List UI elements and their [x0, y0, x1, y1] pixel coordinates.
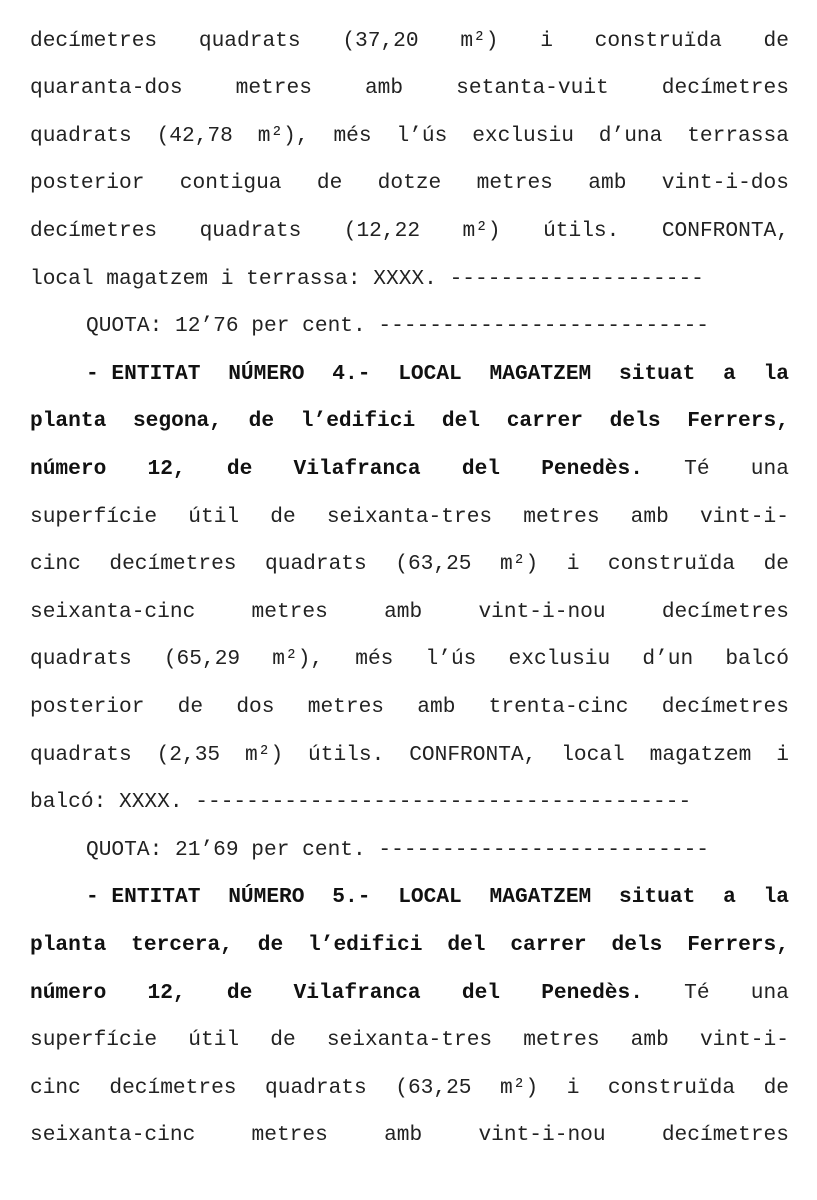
word: quadrats	[198, 29, 301, 53]
word: de	[763, 552, 789, 576]
word: de	[763, 29, 789, 53]
text-line	[30, 1073, 789, 1103]
word: - ENTITAT	[86, 362, 201, 386]
word: del	[461, 457, 501, 481]
line-text: QUOTA: 12’76 per cent. --------------------------	[86, 314, 710, 338]
word: decímetres	[661, 600, 789, 624]
word: decímetres	[30, 29, 158, 53]
text-line	[30, 692, 789, 722]
word: amb	[630, 505, 669, 529]
word: amb	[630, 1028, 669, 1052]
word: tercera,	[131, 933, 233, 957]
word: dotze	[377, 171, 442, 195]
word: útil	[188, 1028, 240, 1052]
word: m²)	[462, 219, 501, 243]
word: m²)	[245, 743, 284, 767]
word: Ferrers,	[687, 409, 789, 433]
word: més	[333, 124, 372, 148]
text-line	[30, 787, 789, 817]
word: carrer	[506, 409, 583, 433]
word: vint-i-	[699, 505, 789, 529]
entity-heading-line	[30, 930, 789, 960]
line-text: QUOTA: 21’69 per cent. --------------------------	[86, 838, 710, 862]
word: m²),	[257, 124, 309, 148]
word: metres	[251, 1123, 328, 1147]
word: quadrats	[265, 1076, 367, 1100]
word: i	[776, 743, 789, 767]
word: (63,25	[395, 1076, 472, 1100]
word: metres	[523, 1028, 600, 1052]
word: quaranta-dos	[30, 76, 183, 100]
word: seixanta-cinc	[30, 1123, 196, 1147]
word: l’edifici	[300, 409, 416, 433]
word: balcó	[725, 647, 789, 671]
word: útils.	[543, 219, 620, 243]
word: quadrats	[30, 124, 132, 148]
text-line	[30, 26, 789, 56]
word: una	[750, 981, 789, 1005]
word: carrer	[510, 933, 587, 957]
word: del	[461, 981, 501, 1005]
text-line	[30, 121, 789, 151]
word: d’un	[642, 647, 694, 671]
word: posterior	[30, 695, 145, 719]
quota-line	[86, 311, 789, 341]
word: metres	[307, 695, 385, 719]
word: útils.	[308, 743, 385, 767]
word: magatzem	[649, 743, 752, 767]
text-line	[30, 216, 789, 246]
word: LOCAL	[398, 362, 462, 386]
word: Vilafranca	[293, 457, 421, 481]
word: LOCAL	[398, 885, 462, 909]
word: Penedès.	[541, 457, 643, 481]
word: NÚMERO	[228, 885, 305, 909]
word: més	[355, 647, 394, 671]
word: vint-i-	[699, 1028, 789, 1052]
word: de	[257, 933, 284, 957]
entity-heading-line	[30, 454, 789, 484]
word: l’edifici	[308, 933, 423, 957]
word: decímetres	[661, 76, 789, 100]
word: construïda	[594, 29, 722, 53]
word: (2,35	[156, 743, 221, 767]
word: NÚMERO	[228, 362, 305, 386]
word: Té	[684, 981, 710, 1005]
text-line	[30, 740, 789, 770]
word: construïda	[607, 552, 736, 576]
word: 12,	[147, 457, 186, 481]
word: MAGATZEM	[489, 362, 592, 386]
word: amb	[417, 695, 456, 719]
word: i	[566, 552, 580, 576]
word: posterior	[30, 171, 145, 195]
word: vint-i-dos	[661, 171, 789, 195]
word: de	[270, 1028, 296, 1052]
word: CONFRONTA,	[661, 219, 789, 243]
word: vint-i-nou	[478, 1123, 606, 1147]
entity-heading-line	[86, 882, 789, 912]
word: MAGATZEM	[489, 885, 592, 909]
word: dos	[236, 695, 275, 719]
word: Penedès.	[541, 981, 643, 1005]
word: exclusiu	[472, 124, 574, 148]
word: d’una	[598, 124, 663, 148]
word: una	[750, 457, 789, 481]
word: superfície	[30, 1028, 158, 1052]
text-line	[30, 1025, 789, 1055]
word: planta	[30, 409, 107, 433]
word: 12,	[147, 981, 186, 1005]
word: i	[566, 1076, 580, 1100]
word: amb	[384, 1123, 423, 1147]
word: de	[226, 457, 253, 481]
word: local	[561, 743, 625, 767]
word: i	[540, 29, 553, 53]
word: dels	[609, 409, 661, 433]
word: Té	[684, 457, 710, 481]
word: del	[447, 933, 486, 957]
word: la	[763, 885, 789, 909]
line-text: local magatzem i terrassa: XXXX. --------------------	[30, 267, 704, 291]
text-line	[30, 1120, 789, 1150]
text-line	[30, 644, 789, 674]
word: (12,22	[343, 219, 421, 243]
word: Vilafranca	[293, 981, 421, 1005]
word: a	[723, 362, 736, 386]
word: vint-i-nou	[478, 600, 606, 624]
word: decímetres	[661, 695, 789, 719]
word: (63,25	[395, 552, 472, 576]
word: amb	[384, 600, 423, 624]
word: del	[441, 409, 481, 433]
word: metres	[251, 600, 328, 624]
word: metres	[523, 505, 600, 529]
word: dels	[611, 933, 663, 957]
word: decímetres	[109, 552, 237, 576]
word: decímetres	[109, 1076, 237, 1100]
word: construïda	[607, 1076, 736, 1100]
word: l’ús	[396, 124, 448, 148]
word: (37,20	[342, 29, 419, 53]
word: m²)	[500, 552, 539, 576]
text-line	[30, 264, 789, 294]
word: segona,	[132, 409, 222, 433]
word: m²)	[500, 1076, 539, 1100]
word: número	[30, 981, 107, 1005]
word: metres	[235, 76, 312, 100]
text-line	[30, 549, 789, 579]
word: amb	[364, 76, 404, 100]
word: de	[177, 695, 204, 719]
word: l’ús	[425, 647, 477, 671]
word: quadrats	[30, 647, 132, 671]
word: setanta-vuit	[456, 76, 609, 100]
word: decímetres	[661, 1123, 789, 1147]
text-line	[30, 73, 789, 103]
line-text: balcó: XXXX. ---------------------------------------	[30, 790, 692, 814]
word: de	[270, 505, 296, 529]
word: metres	[476, 171, 553, 195]
word: - ENTITAT	[86, 885, 201, 909]
word: de	[316, 171, 343, 195]
word: m²),	[272, 647, 324, 671]
word: situat	[619, 885, 696, 909]
word: cinc	[30, 1076, 81, 1100]
word: amb	[588, 171, 627, 195]
entity-heading-line	[30, 406, 789, 436]
text-line	[30, 502, 789, 532]
word: 5.-	[332, 885, 371, 909]
word: la	[763, 362, 789, 386]
entity-heading-line	[30, 978, 789, 1008]
word: exclusiu	[508, 647, 611, 671]
word: quadrats	[265, 552, 367, 576]
word: superfície	[30, 505, 158, 529]
word: quadrats	[30, 743, 132, 767]
word: (65,29	[163, 647, 241, 671]
word: Ferrers,	[687, 933, 789, 957]
word: de	[248, 409, 275, 433]
word: decímetres	[30, 219, 158, 243]
word: m²)	[460, 29, 499, 53]
word: terrassa	[687, 124, 789, 148]
word: a	[723, 885, 736, 909]
word: CONFRONTA,	[409, 743, 537, 767]
word: útil	[188, 505, 240, 529]
text-line	[30, 168, 789, 198]
word: 4.-	[332, 362, 371, 386]
word: quadrats	[199, 219, 302, 243]
word: seixanta-tres	[326, 1028, 493, 1052]
word: trenta-cinc	[488, 695, 629, 719]
word: situat	[619, 362, 696, 386]
word: contigua	[179, 171, 282, 195]
entity-heading-line	[86, 359, 789, 389]
word: seixanta-cinc	[30, 600, 196, 624]
word: planta	[30, 933, 107, 957]
quota-line	[86, 835, 789, 865]
word: cinc	[30, 552, 81, 576]
text-line	[30, 597, 789, 627]
word: de	[226, 981, 253, 1005]
word: de	[763, 1076, 789, 1100]
word: número	[30, 457, 107, 481]
word: (42,78	[156, 124, 233, 148]
word: seixanta-tres	[326, 505, 493, 529]
